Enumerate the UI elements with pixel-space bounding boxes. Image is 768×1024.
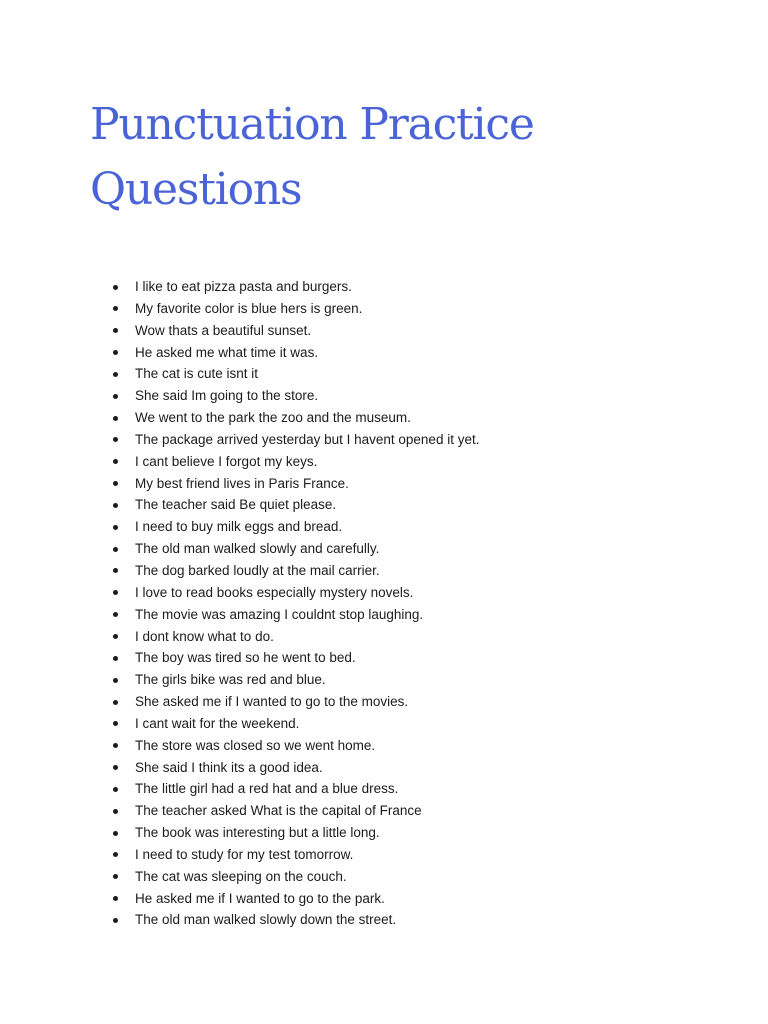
list-item <box>110 604 710 626</box>
bullet-icon <box>113 590 118 595</box>
list-item-text: The cat was sleeping on the couch. <box>135 868 347 884</box>
list-item <box>110 647 710 669</box>
bullet-icon <box>113 634 118 639</box>
list-item <box>110 888 710 910</box>
list-item-text: Wow thats a beautiful sunset. <box>135 322 312 338</box>
bullet-icon <box>113 481 118 486</box>
list-item <box>110 691 710 713</box>
bullet-icon <box>113 809 118 814</box>
list-item <box>110 538 710 560</box>
bullet-icon <box>113 743 118 748</box>
list-item <box>110 822 710 844</box>
list-item <box>110 757 710 779</box>
bullet-icon <box>113 700 118 705</box>
list-item <box>110 582 710 604</box>
list-item-text: The package arrived yesterday but I havent opened it yet. <box>135 431 480 447</box>
list-item-text: She asked me if I wanted to go to the movies. <box>135 694 409 710</box>
list-item-text: The book was interesting but a little long. <box>135 825 380 841</box>
list-item-text: The cat is cute isnt it <box>135 366 259 382</box>
list-item-text: My favorite color is blue hers is green. <box>135 300 363 316</box>
list-item-text: I like to eat pizza pasta and burgers. <box>135 279 352 294</box>
bullet-icon <box>113 678 118 683</box>
list-item-text: The teacher said Be quiet please. <box>135 497 337 513</box>
question-list <box>110 276 710 931</box>
list-item <box>110 451 710 473</box>
list-item <box>110 866 710 888</box>
bullet-icon <box>113 568 118 573</box>
list-item-text: He asked me if I wanted to go to the park. <box>135 890 385 906</box>
bullet-icon <box>113 372 118 377</box>
list-item-text: The boy was tired so he went to bed. <box>135 650 356 666</box>
list-item-text: The dog barked loudly at the mail carrier. <box>135 562 380 578</box>
list-item-text: The old man walked slowly and carefully. <box>135 541 380 557</box>
bullet-icon <box>113 416 118 421</box>
list-item <box>110 800 710 822</box>
list-item-text: I dont know what to do. <box>135 628 274 644</box>
list-item-text: The little girl had a red hat and a blue dress. <box>135 781 399 797</box>
list-item <box>110 778 710 800</box>
bullet-icon <box>113 852 118 857</box>
bullet-icon <box>113 525 118 530</box>
list-item <box>110 626 710 648</box>
list-item <box>110 276 710 298</box>
list-item-text: She said Im going to the store. <box>135 388 319 404</box>
bullet-icon <box>113 787 118 792</box>
list-item <box>110 560 710 582</box>
bullet-icon <box>113 896 118 901</box>
list-item <box>110 363 710 385</box>
bullet-icon <box>113 831 118 836</box>
list-item <box>110 385 710 407</box>
list-item <box>110 735 710 757</box>
list-item <box>110 909 710 931</box>
list-item <box>110 669 710 691</box>
list-item-text: I cant wait for the weekend. <box>135 715 300 731</box>
bullet-icon <box>113 285 118 290</box>
list-item <box>110 429 710 451</box>
list-item-text: The teacher asked What is the capital of France <box>135 803 422 819</box>
list-item-text: She said I think its a good idea. <box>135 759 323 775</box>
bullet-icon <box>113 721 118 726</box>
list-item <box>110 298 710 320</box>
list-item <box>110 320 710 342</box>
page-title: Punctuation Practice Questions <box>90 99 534 215</box>
bullet-icon <box>113 306 118 311</box>
list-item <box>110 473 710 495</box>
list-item <box>110 844 710 866</box>
list-item-text: I need to study for my test tomorrow. <box>135 846 354 862</box>
list-item-text: He asked me what time it was. <box>135 344 319 360</box>
list-item-text: We went to the park the zoo and the museum. <box>135 410 411 426</box>
list-item-text: I love to read books especially mystery novels. <box>135 584 414 600</box>
bullet-icon <box>113 437 118 442</box>
bullet-icon <box>113 874 118 879</box>
list-item <box>110 516 710 538</box>
list-item-text: My best friend lives in Paris France. <box>135 475 349 491</box>
bullet-icon <box>113 612 118 617</box>
list-item <box>110 713 710 735</box>
bullet-icon <box>113 459 118 464</box>
list-item-text: I cant believe I forgot my keys. <box>135 453 318 469</box>
bullet-icon <box>113 394 118 399</box>
list-item-text: The girls bike was red and blue. <box>135 672 326 688</box>
list-item-text: The movie was amazing I couldnt stop laughing. <box>135 606 424 622</box>
bullet-icon <box>113 656 118 661</box>
list-item <box>110 494 710 516</box>
bullet-icon <box>113 503 118 508</box>
list-item <box>110 342 710 364</box>
bullet-icon <box>113 765 118 770</box>
list-item-text: I need to buy milk eggs and bread. <box>135 519 343 535</box>
bullet-icon <box>113 918 118 923</box>
bullet-icon <box>113 328 118 333</box>
bullet-icon <box>113 547 118 552</box>
list-item-text: The store was closed so we went home. <box>135 737 376 753</box>
list-item-text: The old man walked slowly down the street. <box>135 912 397 928</box>
bullet-icon <box>113 350 118 355</box>
list-item <box>110 407 710 429</box>
